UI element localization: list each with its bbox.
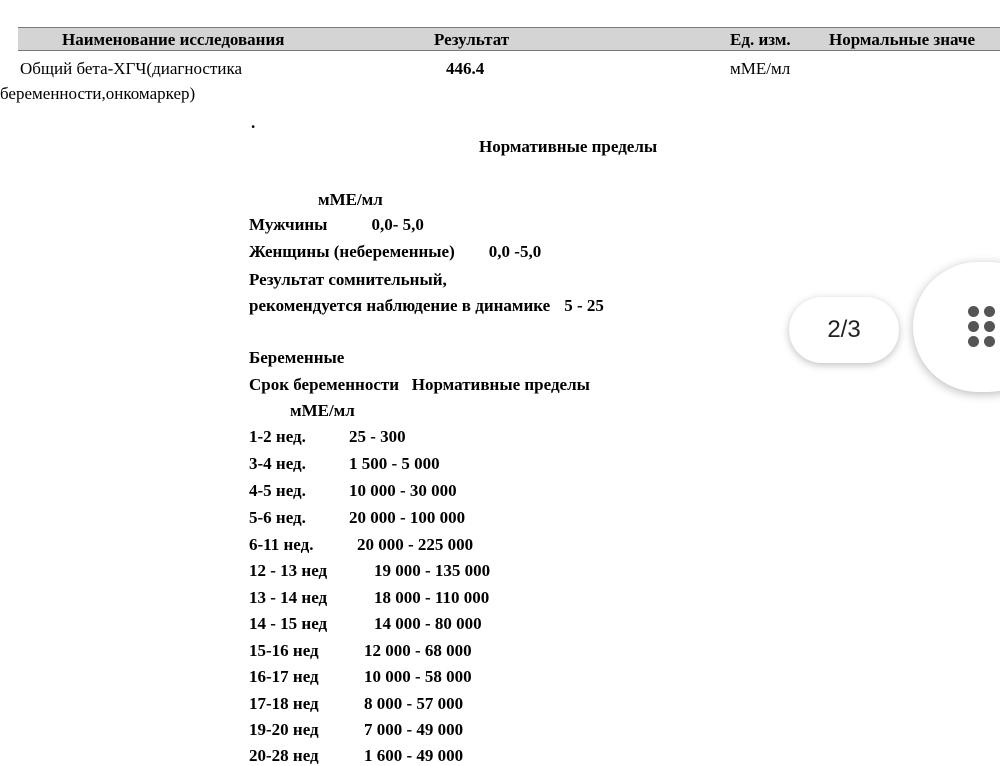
week-row: [249, 561, 491, 581]
test-unit: мМЕ/мл: [730, 59, 791, 78]
page-indicator-label: 2/3: [827, 316, 861, 343]
week-row: [249, 535, 474, 555]
week-term: 14 - 15 нед: [249, 614, 328, 633]
week-range: 20 000 - 100 000: [349, 508, 466, 527]
doubtful-label: рекомендуется наблюдение в динамике: [249, 296, 551, 315]
week-range: 20 000 - 225 000: [357, 535, 474, 554]
header-name: Наименование исследования: [62, 30, 285, 49]
page-indicator[interactable]: [789, 297, 899, 363]
week-term: 12 - 13 нед: [249, 561, 328, 580]
women-label: Женщины (небеременные): [249, 242, 455, 261]
pregnant-heading: Беременные: [249, 348, 345, 367]
women-value: 0,0 -5,0: [488, 242, 542, 261]
week-term: 4-5 нед.: [249, 481, 306, 500]
doubtful-line2: [249, 296, 604, 316]
week-term: 20-28 нед: [249, 746, 319, 765]
week-range: 1 600 - 49 000: [364, 746, 464, 765]
week-range: 14 000 - 80 000: [374, 614, 482, 633]
week-term: 13 - 14 нед: [249, 588, 328, 607]
women-row: [249, 242, 541, 262]
header-unit: Ед. изм.: [730, 30, 791, 49]
week-term: 16-17 нед: [249, 667, 319, 686]
week-range: 10 000 - 58 000: [364, 667, 472, 686]
week-term: 5-6 нед.: [249, 508, 306, 527]
week-range: 8 000 - 57 000: [364, 694, 464, 713]
week-row: [249, 746, 464, 766]
week-row: [249, 454, 440, 474]
doubtful-line1: Результат сомнительный,: [249, 270, 447, 289]
men-label: Мужчины: [249, 215, 328, 234]
men-row: [249, 215, 424, 235]
test-name-line1: Общий бета-ХГЧ(диагностика: [20, 59, 242, 78]
men-value: 0,0- 5,0: [371, 215, 424, 234]
term-unit: мМЕ/мл: [290, 401, 355, 420]
week-term: 19-20 нед: [249, 720, 319, 739]
dot-mark: .: [251, 113, 256, 132]
week-row: [249, 588, 490, 608]
week-range: 10 000 - 30 000: [349, 481, 457, 500]
week-term: 15-16 нед: [249, 641, 319, 660]
grid-dots-icon: [968, 306, 998, 348]
week-term: 17-18 нед: [249, 694, 319, 713]
table-header: [18, 27, 1000, 51]
week-range: 18 000 - 110 000: [374, 588, 490, 607]
week-range: 19 000 - 135 000: [374, 561, 491, 580]
week-row: [249, 614, 482, 634]
doubtful-value: 5 - 25: [564, 296, 604, 315]
test-name-line2: беременности,онкомаркер): [0, 84, 196, 103]
week-term: 1-2 нед.: [249, 427, 306, 446]
week-row: [249, 720, 464, 740]
week-row: [249, 427, 406, 447]
week-row: [249, 694, 464, 714]
week-range: 7 000 - 49 000: [364, 720, 464, 739]
week-row: [249, 667, 472, 687]
week-row: [249, 641, 472, 661]
test-result: 446.4: [446, 59, 485, 78]
term-header: Срок беременности Нормативные пределы: [249, 375, 590, 394]
norms-title: Нормативные пределы: [479, 137, 658, 156]
grid-menu-button[interactable]: [913, 262, 1000, 392]
norms-unit: мМЕ/мл: [318, 190, 383, 209]
header-result: Результат: [434, 30, 510, 49]
week-range: 12 000 - 68 000: [364, 641, 472, 660]
week-term: 6-11 нед.: [249, 535, 314, 554]
week-row: [249, 481, 457, 501]
header-normal: Нормальные значе: [829, 30, 976, 49]
week-row: [249, 508, 466, 528]
week-range: 1 500 - 5 000: [349, 454, 440, 473]
week-range: 25 - 300: [349, 427, 406, 446]
week-term: 3-4 нед.: [249, 454, 306, 473]
